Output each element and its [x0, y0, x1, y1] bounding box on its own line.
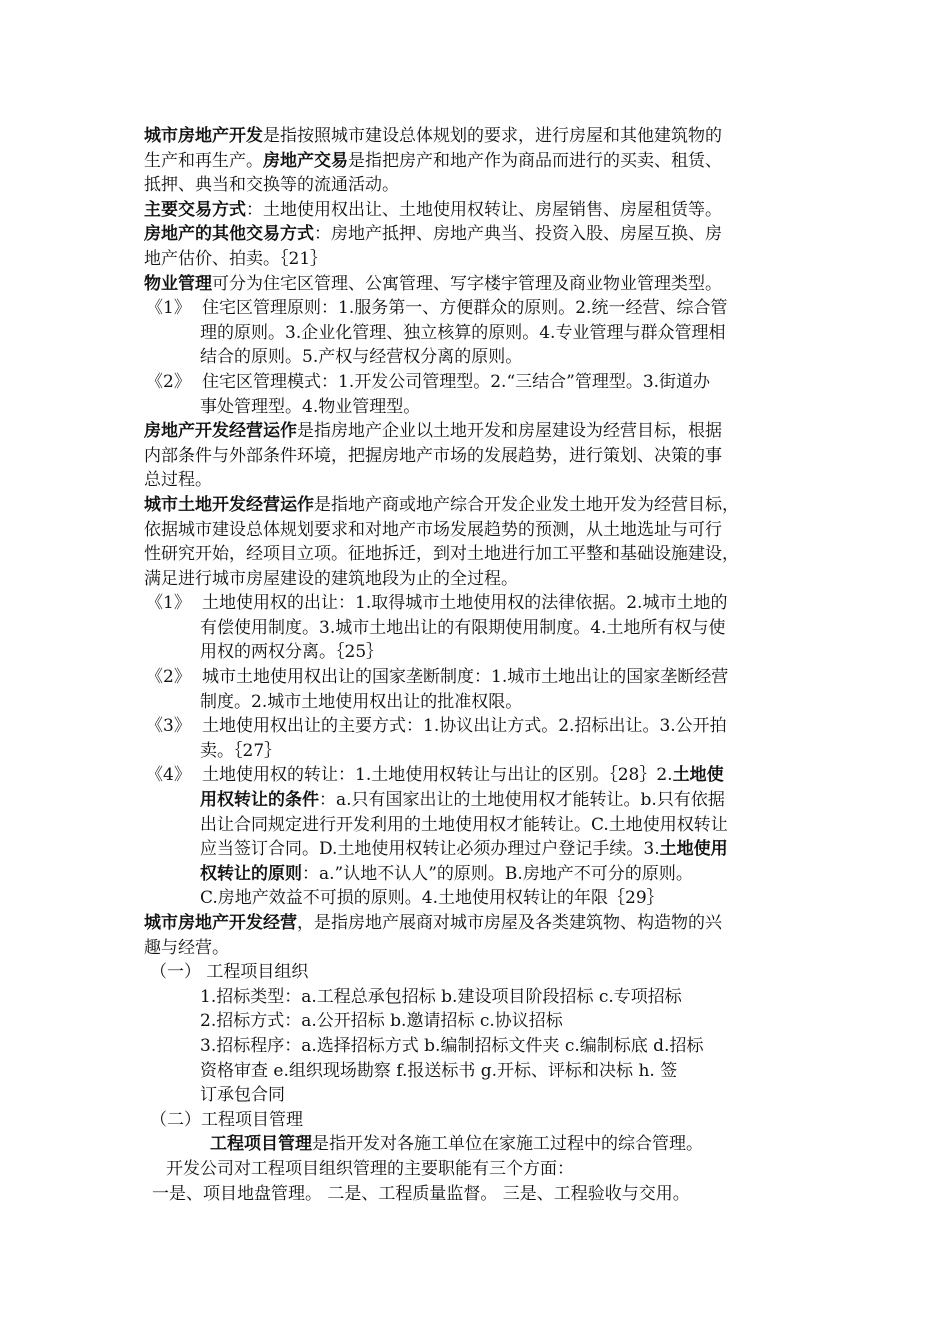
- text: 趣与经营。: [144, 937, 229, 958]
- paragraph-line: [144, 468, 810, 493]
- list-item-line: [144, 345, 810, 370]
- text: （一） 工程项目组织: [150, 962, 309, 983]
- term-bold: 工程项目管理: [210, 1134, 312, 1155]
- text: 是指房地产企业以土地开发和房屋建设为经营目标，根据: [297, 421, 722, 442]
- text: 依据城市建设总体规划要求和对地产市场发展趋势的预测，从土地选址与可行: [144, 519, 722, 540]
- text: 应当签订合同。D.土地使用权转让必须办理过户登记手续。3.: [200, 839, 660, 860]
- term-bold: 房地产的其他交易方式: [144, 224, 314, 245]
- text: 用权的两权分离。｛25｝: [200, 642, 384, 663]
- paragraph-line: [144, 149, 810, 174]
- text: 是指把房产和地产作为商品而进行的买卖、租赁、: [348, 150, 722, 171]
- text: 理的原则。3.企业化管理、独立核算的原则。4.专业管理与群众管理相: [200, 322, 726, 343]
- section-heading: [144, 1108, 810, 1133]
- text: 土地使用权出让的主要方式：1.协议出让方式。2.招标出让。3.公开拍: [202, 716, 727, 737]
- section-line: [144, 1009, 810, 1034]
- section-line: [144, 1083, 810, 1108]
- list-item-line: [144, 886, 810, 911]
- list-marker: 《1》: [146, 298, 191, 319]
- text: 总过程。: [144, 470, 212, 491]
- paragraph-line: [144, 936, 810, 961]
- list-item-line: [144, 813, 810, 838]
- text: ：房地产抵押、房地产典当、投资入股、房屋互换、房: [314, 224, 722, 245]
- text: 一是、项目地盘管理。 二是、工程质量监督。 三是、工程验收与交用。: [152, 1183, 690, 1204]
- section-line: [144, 1132, 810, 1157]
- term-bold: 土地使: [672, 765, 724, 786]
- text: 生产和再生产。: [144, 150, 263, 171]
- list-item-line: [144, 321, 810, 346]
- term-bold: 用权转让的条件: [200, 790, 319, 811]
- term-bold: 主要交易方式: [144, 199, 246, 220]
- text: 住宅区管理原则：1.服务第一、方便群众的原则。2.统一经营、综合管: [202, 298, 728, 319]
- list-item-line: [144, 862, 810, 887]
- paragraph-line: [144, 198, 810, 223]
- paragraph-line: [144, 272, 810, 297]
- paragraph-line: [144, 518, 810, 543]
- paragraph-line: [144, 542, 810, 567]
- text: 出让合同规定进行开发利用的土地使用权才能转让。C.土地使用权转让: [200, 814, 728, 835]
- text: C.房地产效益不可损的原则。4.土地使用权转让的年限｛29｝: [200, 888, 664, 909]
- term-bold: 城市房地产开发经营: [144, 913, 297, 933]
- list-item-line: [144, 395, 810, 420]
- text: ，是指房地产展商对城市房屋及各类建筑物、构造物的兴: [297, 913, 722, 933]
- text: 是指地产商或地产综合开发企业发土地开发为经营目标，: [314, 494, 739, 515]
- text: （二）工程项目管理: [150, 1109, 303, 1130]
- document-body: [144, 124, 810, 1206]
- paragraph-line: [144, 567, 810, 592]
- text: 抵押、典当和交换等的流通活动。: [144, 175, 399, 196]
- text: 资格审查 e.组织现场勘察 f.报送标书 g.开标、评标和决标 h. 签: [200, 1060, 678, 1081]
- text: ：a.”认地不认人”的原则。B.房地产不可分的原则。: [302, 863, 693, 884]
- list-item: [144, 370, 810, 395]
- text: 土地使用权的转让：1.土地使用权转让与出让的区别。｛28｝2.: [202, 765, 673, 786]
- text: 事处管理型。4.物业管理型。: [200, 396, 421, 417]
- text: 开发公司对工程项目组织管理的主要职能有三个方面：: [166, 1158, 574, 1179]
- list-marker: 《1》: [146, 593, 191, 614]
- text: 2.招标方式：a.公开招标 b.邀请招标 c.协议招标: [200, 1011, 563, 1032]
- paragraph-line: [144, 124, 810, 149]
- paragraph-line: [144, 222, 810, 247]
- term-bold: 土地使用: [659, 839, 728, 860]
- text: ：a.只有国家出让的土地使用权才能转让。b.只有依据: [319, 790, 725, 811]
- text: 满足进行城市房屋建设的建筑地段为止的全过程。: [144, 568, 518, 589]
- text: 地产估价、拍卖。｛21｝: [144, 248, 328, 269]
- list-item: [144, 763, 810, 788]
- list-item-line: [144, 640, 810, 665]
- list-item: [144, 296, 810, 321]
- text: 性研究开始，经项目立项。征地拆迁，到对土地进行加工平整和基础设施建设，: [144, 544, 739, 565]
- paragraph-line: [144, 911, 810, 936]
- list-item-line: [144, 690, 810, 715]
- list-item: [144, 665, 810, 690]
- section-line: [144, 1157, 810, 1182]
- list-marker: 《2》: [146, 667, 191, 688]
- section-heading: [144, 960, 810, 985]
- term-bold: 城市房地产开发: [144, 126, 263, 146]
- list-item: [144, 591, 810, 616]
- paragraph-line: [144, 247, 810, 272]
- term-bold: 物业管理: [144, 273, 212, 294]
- list-item-line: [144, 837, 810, 862]
- paragraph-line: [144, 419, 810, 444]
- section-line: [144, 985, 810, 1010]
- text: 可分为住宅区管理、公寓管理、写字楼宇管理及商业物业管理类型。: [212, 273, 722, 294]
- text: 卖。｛27｝: [200, 740, 282, 761]
- text: 订承包合同: [200, 1085, 285, 1106]
- text: 1.招标类型：a.工程总承包招标 b.建设项目阶段招标 c.专项招标: [200, 986, 682, 1007]
- term-bold: 房地产交易: [263, 150, 348, 171]
- list-item-line: [144, 616, 810, 641]
- text: 内部条件与外部条件环境，把握房地产市场的发展趋势，进行策划、决策的事: [144, 445, 722, 466]
- text: 住宅区管理模式：1.开发公司管理型。2.“三结合”管理型。3.街道办: [202, 371, 711, 392]
- text: 土地使用权的出让：1.取得城市土地使用权的法律依据。2.城市土地的: [202, 593, 728, 614]
- text: 有偿使用制度。3.城市土地出让的有限期使用制度。4.土地所有权与使: [200, 617, 726, 638]
- term-bold: 权转让的原则: [200, 863, 302, 884]
- section-line: [144, 1059, 810, 1084]
- text: 制度。2.城市土地使用权出让的批准权限。: [200, 691, 523, 712]
- paragraph-line: [144, 444, 810, 469]
- section-line: [144, 1034, 810, 1059]
- list-item-line: [144, 788, 810, 813]
- text: ：土地使用权出让、土地使用权转让、房屋销售、房屋租赁等。: [246, 199, 722, 220]
- term-bold: 城市土地开发经营运作: [144, 494, 314, 515]
- list-marker: 《3》: [146, 716, 191, 737]
- text: 3.招标程序：a.选择招标方式 b.编制招标文件夹 c.编制标底 d.招标: [200, 1035, 704, 1056]
- list-item: [144, 714, 810, 739]
- text: 是指按照城市建设总体规划的要求，进行房屋和其他建筑物的: [263, 126, 722, 146]
- list-item-line: [144, 739, 810, 764]
- text: 是指开发对各施工单位在家施工过程中的综合管理。: [312, 1134, 703, 1155]
- list-marker: 《2》: [146, 371, 191, 392]
- paragraph-line: [144, 493, 810, 518]
- text: 城市土地使用权出让的国家垄断制度：1.城市土地出让的国家垄断经营: [202, 667, 729, 688]
- paragraph-line: [144, 173, 810, 198]
- list-marker: 《4》: [146, 765, 191, 786]
- term-bold: 房地产开发经营运作: [144, 421, 297, 442]
- text: 结合的原则。5.产权与经营权分离的原则。: [200, 347, 523, 368]
- section-line: [144, 1182, 810, 1207]
